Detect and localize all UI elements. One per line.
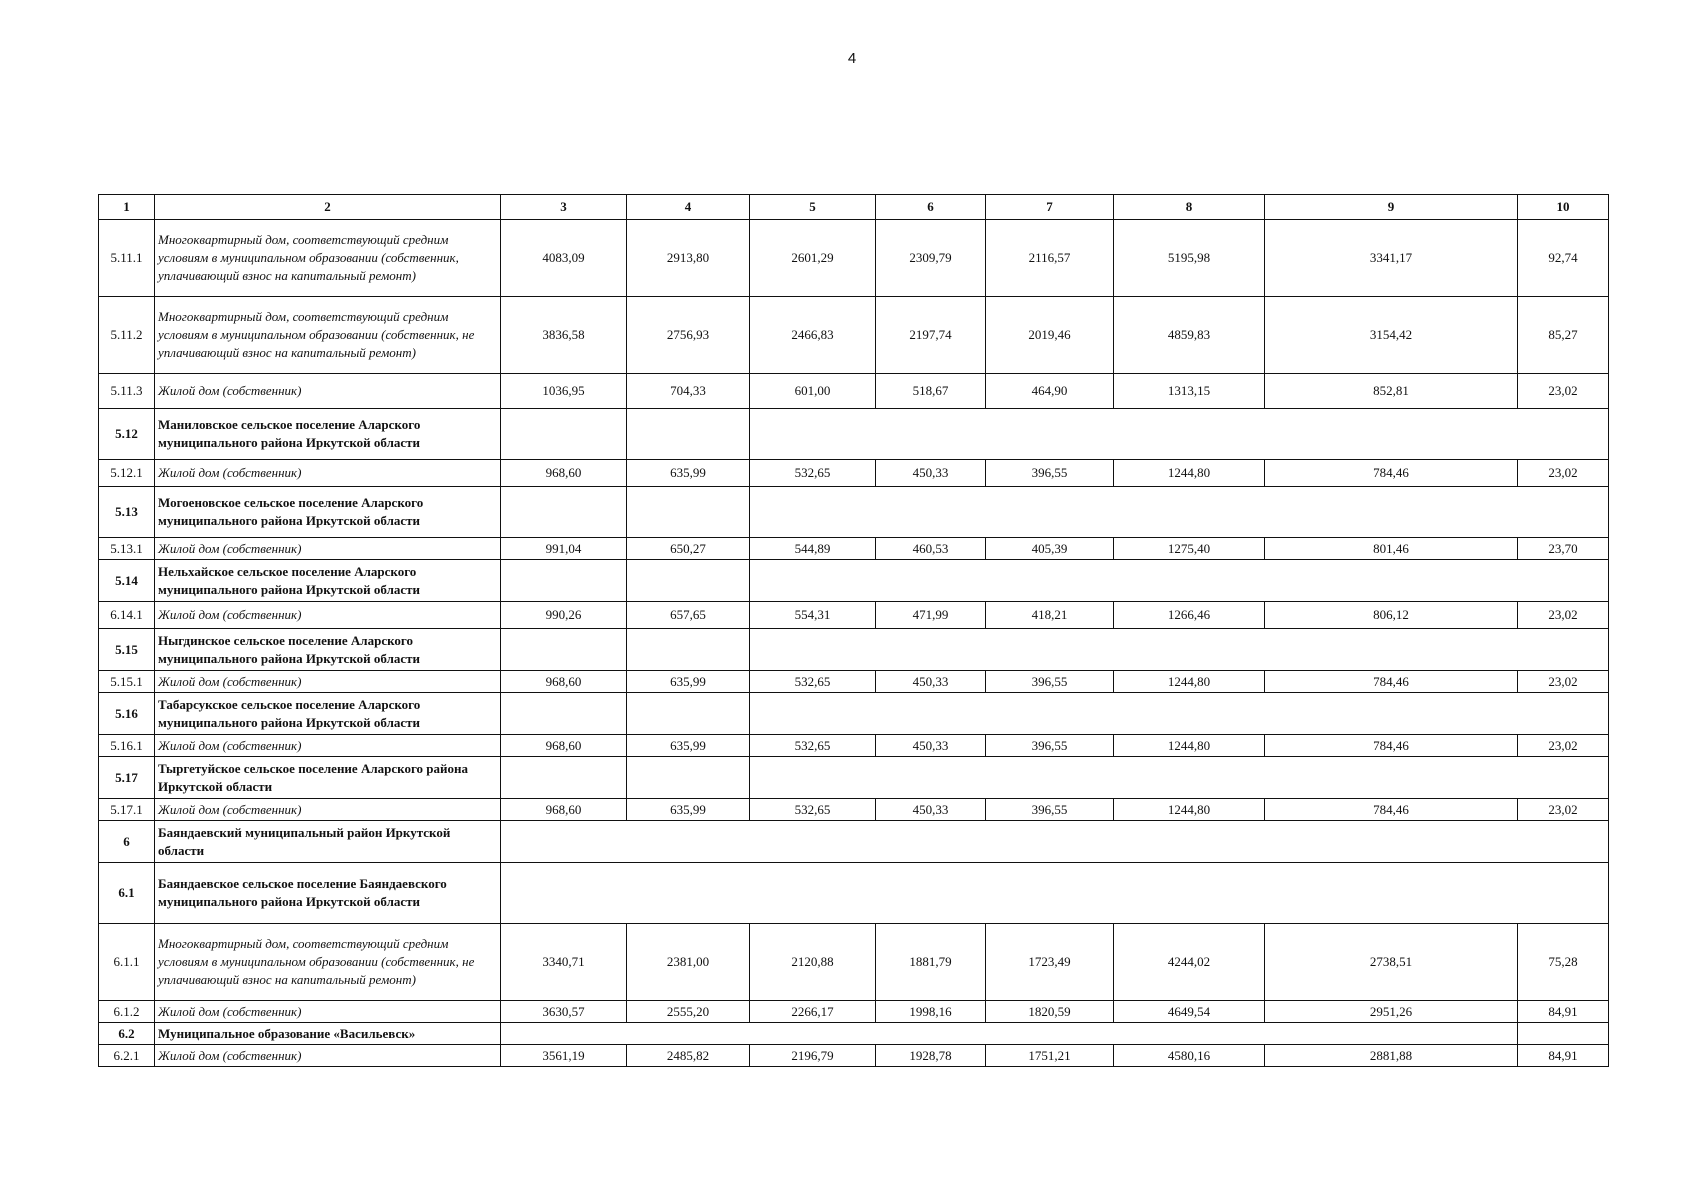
empty-cell [750, 560, 1609, 602]
value-cell: 4859,83 [1114, 297, 1265, 374]
value-cell: 806,12 [1265, 602, 1518, 629]
value-cell: 2881,88 [1265, 1045, 1518, 1067]
value-cell: 3836,58 [501, 297, 627, 374]
section-title: Баяндаевский муниципальный район Иркутской области [155, 821, 501, 863]
section-row [99, 693, 1609, 735]
value-cell: 784,46 [1265, 671, 1518, 693]
table-row [99, 297, 1609, 374]
value-cell: 635,99 [627, 671, 750, 693]
column-header: 5 [750, 195, 876, 220]
value-cell: 635,99 [627, 799, 750, 821]
value-cell: 784,46 [1265, 799, 1518, 821]
value-cell: 460,53 [876, 538, 986, 560]
row-description: Жилой дом (собственник) [155, 374, 501, 409]
value-cell: 1275,40 [1114, 538, 1265, 560]
value-cell: 405,39 [986, 538, 1114, 560]
value-cell: 450,33 [876, 735, 986, 757]
table-row [99, 374, 1609, 409]
value-cell: 1881,79 [876, 924, 986, 1001]
value-cell: 85,27 [1518, 297, 1609, 374]
empty-cell [750, 693, 1609, 735]
value-cell: 2381,00 [627, 924, 750, 1001]
section-row [99, 757, 1609, 799]
value-cell: 544,89 [750, 538, 876, 560]
row-description: Жилой дом (собственник) [155, 1001, 501, 1023]
row-description: Многоквартирный дом, соответствующий средним условиям в муниципальном образовании (собственник, не уплачивающий взнос на капитальный ремонт) [155, 924, 501, 1001]
value-cell: 4244,02 [1114, 924, 1265, 1001]
table-row [99, 1001, 1609, 1023]
value-cell: 650,27 [627, 538, 750, 560]
empty-cell [750, 757, 1609, 799]
empty-cell [501, 1023, 1518, 1045]
section-title: Ныгдинское сельское поселение Аларского муниципального района Иркутской области [155, 629, 501, 671]
value-cell: 532,65 [750, 460, 876, 487]
row-code: 6.2.1 [99, 1045, 155, 1067]
empty-cell [627, 487, 750, 538]
empty-cell [750, 629, 1609, 671]
row-code: 5.16.1 [99, 735, 155, 757]
row-description: Жилой дом (собственник) [155, 671, 501, 693]
value-cell: 2120,88 [750, 924, 876, 1001]
value-cell: 1036,95 [501, 374, 627, 409]
empty-cell [627, 693, 750, 735]
value-cell: 635,99 [627, 735, 750, 757]
table-row [99, 538, 1609, 560]
column-header: 2 [155, 195, 501, 220]
column-header: 9 [1265, 195, 1518, 220]
value-cell: 532,65 [750, 799, 876, 821]
row-code: 6.1 [99, 863, 155, 924]
value-cell: 784,46 [1265, 460, 1518, 487]
section-row [99, 863, 1609, 924]
value-cell: 704,33 [627, 374, 750, 409]
row-description: Жилой дом (собственник) [155, 799, 501, 821]
row-code: 5.11.3 [99, 374, 155, 409]
section-row [99, 1023, 1609, 1045]
value-cell: 635,99 [627, 460, 750, 487]
row-code: 6.2 [99, 1023, 155, 1045]
value-cell: 4580,16 [1114, 1045, 1265, 1067]
value-cell: 657,65 [627, 602, 750, 629]
column-header: 8 [1114, 195, 1265, 220]
value-cell: 396,55 [986, 799, 1114, 821]
value-cell: 2019,46 [986, 297, 1114, 374]
value-cell: 801,46 [1265, 538, 1518, 560]
section-row [99, 629, 1609, 671]
value-cell: 2116,57 [986, 220, 1114, 297]
row-description: Жилой дом (собственник) [155, 735, 501, 757]
row-code: 5.16 [99, 693, 155, 735]
value-cell: 2756,93 [627, 297, 750, 374]
column-header: 10 [1518, 195, 1609, 220]
value-cell: 2951,26 [1265, 1001, 1518, 1023]
row-code: 5.17 [99, 757, 155, 799]
value-cell: 2555,20 [627, 1001, 750, 1023]
value-cell: 75,28 [1518, 924, 1609, 1001]
table-row [99, 799, 1609, 821]
value-cell: 2197,74 [876, 297, 986, 374]
value-cell: 1266,46 [1114, 602, 1265, 629]
value-cell: 968,60 [501, 460, 627, 487]
value-cell: 464,90 [986, 374, 1114, 409]
table-row [99, 671, 1609, 693]
empty-cell [501, 693, 627, 735]
value-cell: 1723,49 [986, 924, 1114, 1001]
value-cell: 450,33 [876, 799, 986, 821]
value-cell: 3630,57 [501, 1001, 627, 1023]
value-cell: 1313,15 [1114, 374, 1265, 409]
value-cell: 396,55 [986, 460, 1114, 487]
value-cell: 3340,71 [501, 924, 627, 1001]
value-cell: 23,70 [1518, 538, 1609, 560]
empty-cell [627, 560, 750, 602]
value-cell: 3341,17 [1265, 220, 1518, 297]
value-cell: 1244,80 [1114, 735, 1265, 757]
value-cell: 84,91 [1518, 1045, 1609, 1067]
row-code: 6.1.2 [99, 1001, 155, 1023]
row-description: Жилой дом (собственник) [155, 602, 501, 629]
value-cell: 23,02 [1518, 671, 1609, 693]
empty-cell [501, 487, 627, 538]
section-title: Муниципальное образование «Васильевск» [155, 1023, 501, 1045]
value-cell: 1751,21 [986, 1045, 1114, 1067]
value-cell: 418,21 [986, 602, 1114, 629]
column-header: 1 [99, 195, 155, 220]
value-cell: 601,00 [750, 374, 876, 409]
section-title: Могоеновское сельское поселение Аларского муниципального района Иркутской области [155, 487, 501, 538]
header-row [99, 195, 1609, 220]
empty-cell [501, 863, 1609, 924]
empty-cell [501, 629, 627, 671]
row-code: 6.14.1 [99, 602, 155, 629]
section-title: Тыргетуйское сельское поселение Аларского района Иркутской области [155, 757, 501, 799]
table-row [99, 220, 1609, 297]
section-title: Нельхайское сельское поселение Аларского муниципального района Иркутской области [155, 560, 501, 602]
column-header: 7 [986, 195, 1114, 220]
row-code: 5.14 [99, 560, 155, 602]
value-cell: 968,60 [501, 671, 627, 693]
value-cell: 92,74 [1518, 220, 1609, 297]
row-code: 5.13 [99, 487, 155, 538]
empty-cell [627, 757, 750, 799]
value-cell: 990,26 [501, 602, 627, 629]
value-cell: 1244,80 [1114, 799, 1265, 821]
empty-cell [1518, 1023, 1609, 1045]
value-cell: 1998,16 [876, 1001, 986, 1023]
row-code: 5.15.1 [99, 671, 155, 693]
value-cell: 5195,98 [1114, 220, 1265, 297]
value-cell: 2196,79 [750, 1045, 876, 1067]
value-cell: 23,02 [1518, 799, 1609, 821]
value-cell: 968,60 [501, 799, 627, 821]
empty-cell [750, 487, 1609, 538]
table-row [99, 460, 1609, 487]
value-cell: 2266,17 [750, 1001, 876, 1023]
row-description: Многоквартирный дом, соответствующий средним условиям в муниципальном образовании (собственник, не уплачивающий взнос на капитальный ремонт) [155, 297, 501, 374]
value-cell: 968,60 [501, 735, 627, 757]
value-cell: 4649,54 [1114, 1001, 1265, 1023]
row-description: Многоквартирный дом, соответствующий средним условиям в муниципальном образовании (собственник, уплачивающий взнос на капитальный ремонт) [155, 220, 501, 297]
value-cell: 2466,83 [750, 297, 876, 374]
value-cell: 450,33 [876, 671, 986, 693]
row-code: 5.11.2 [99, 297, 155, 374]
section-title: Баяндаевское сельское поселение Баяндаевского муниципального района Иркутской области [155, 863, 501, 924]
row-code: 5.17.1 [99, 799, 155, 821]
section-row [99, 487, 1609, 538]
value-cell: 84,91 [1518, 1001, 1609, 1023]
value-cell: 396,55 [986, 735, 1114, 757]
table-row [99, 602, 1609, 629]
page-number: 4 [847, 50, 857, 67]
column-header: 6 [876, 195, 986, 220]
value-cell: 2601,29 [750, 220, 876, 297]
section-title: Маниловское сельское поселение Аларского муниципального района Иркутской области [155, 409, 501, 460]
table-body [99, 220, 1609, 1067]
value-cell: 518,67 [876, 374, 986, 409]
value-cell: 2309,79 [876, 220, 986, 297]
value-cell: 471,99 [876, 602, 986, 629]
tariff-table [98, 194, 1609, 1067]
column-header: 4 [627, 195, 750, 220]
section-row [99, 821, 1609, 863]
value-cell: 1244,80 [1114, 460, 1265, 487]
row-description: Жилой дом (собственник) [155, 460, 501, 487]
value-cell: 1244,80 [1114, 671, 1265, 693]
value-cell: 852,81 [1265, 374, 1518, 409]
row-code: 5.11.1 [99, 220, 155, 297]
empty-cell [501, 409, 627, 460]
row-code: 6 [99, 821, 155, 863]
empty-cell [501, 757, 627, 799]
column-header: 3 [501, 195, 627, 220]
table-row [99, 735, 1609, 757]
section-row [99, 560, 1609, 602]
empty-cell [501, 821, 1609, 863]
row-code: 5.15 [99, 629, 155, 671]
empty-cell [627, 629, 750, 671]
empty-cell [501, 560, 627, 602]
value-cell: 784,46 [1265, 735, 1518, 757]
empty-cell [627, 409, 750, 460]
section-row [99, 409, 1609, 460]
value-cell: 1928,78 [876, 1045, 986, 1067]
value-cell: 554,31 [750, 602, 876, 629]
section-title: Табарсукское сельское поселение Аларского муниципального района Иркутской области [155, 693, 501, 735]
value-cell: 2485,82 [627, 1045, 750, 1067]
value-cell: 991,04 [501, 538, 627, 560]
value-cell: 3154,42 [1265, 297, 1518, 374]
value-cell: 3561,19 [501, 1045, 627, 1067]
value-cell: 23,02 [1518, 460, 1609, 487]
empty-cell [750, 409, 1609, 460]
value-cell: 4083,09 [501, 220, 627, 297]
table-row [99, 1045, 1609, 1067]
row-code: 5.12.1 [99, 460, 155, 487]
row-description: Жилой дом (собственник) [155, 1045, 501, 1067]
table-row [99, 924, 1609, 1001]
value-cell: 23,02 [1518, 602, 1609, 629]
row-description: Жилой дом (собственник) [155, 538, 501, 560]
row-code: 5.12 [99, 409, 155, 460]
value-cell: 396,55 [986, 671, 1114, 693]
value-cell: 2738,51 [1265, 924, 1518, 1001]
value-cell: 23,02 [1518, 374, 1609, 409]
value-cell: 532,65 [750, 671, 876, 693]
value-cell: 450,33 [876, 460, 986, 487]
value-cell: 1820,59 [986, 1001, 1114, 1023]
value-cell: 23,02 [1518, 735, 1609, 757]
row-code: 5.13.1 [99, 538, 155, 560]
value-cell: 2913,80 [627, 220, 750, 297]
value-cell: 532,65 [750, 735, 876, 757]
row-code: 6.1.1 [99, 924, 155, 1001]
